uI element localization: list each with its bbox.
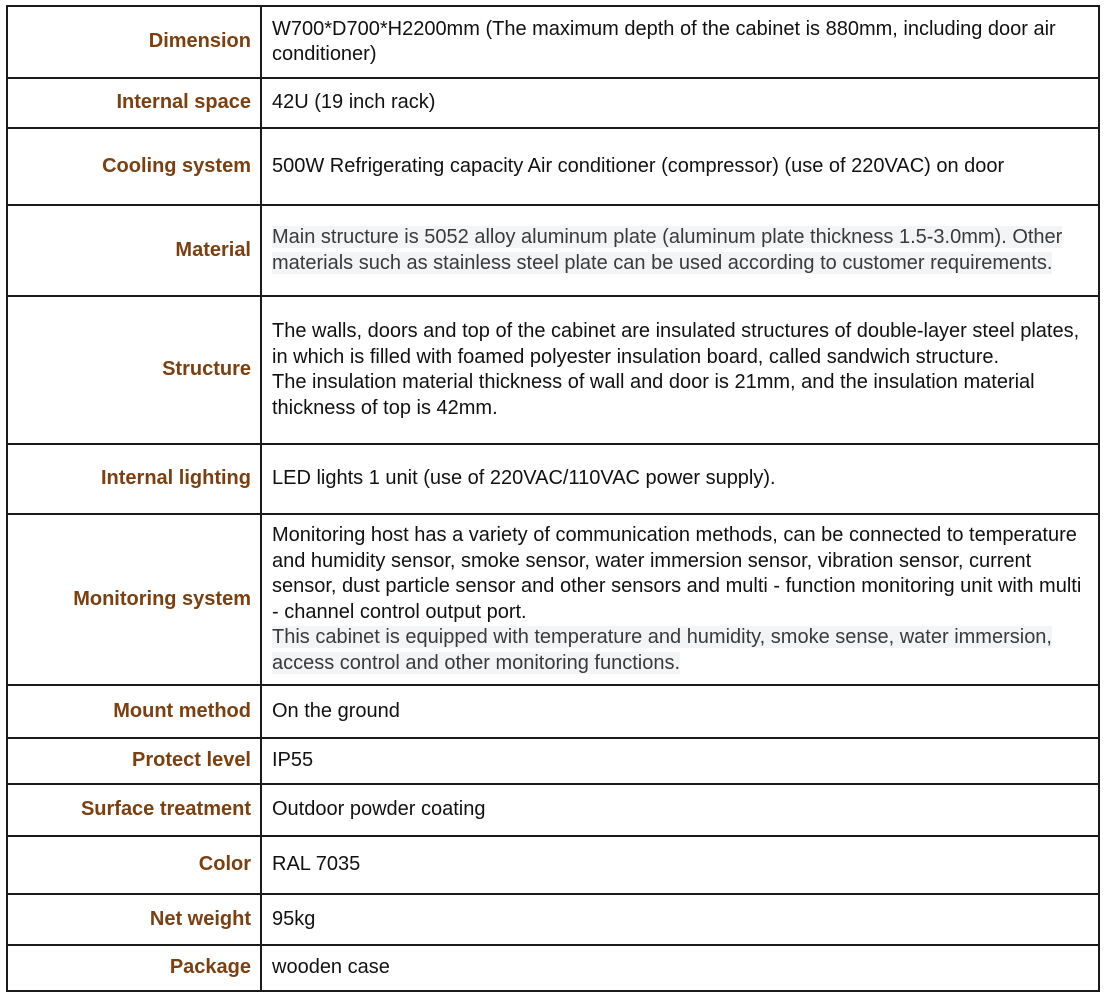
spec-table — [6, 5, 1100, 992]
row-label-dimension: Dimension — [7, 6, 261, 78]
row-value-protect-level: IP55 — [261, 738, 1099, 784]
material-text: Main structure is 5052 alloy aluminum plate (aluminum plate thickness 1.5-3.0mm). Other materials such as stainless steel plate can be used according to customer requirements. — [272, 226, 1063, 274]
row-value-structure — [261, 296, 1099, 444]
row-value-cooling-system: 500W Refrigerating capacity Air conditioner (compressor) (use of 220VAC) on door — [261, 128, 1099, 205]
monitoring-paragraph-1: Monitoring host has a variety of communication methods, can be connected to temperature and humidity sensor, smoke sensor, water immersion sensor, vibration sensor, current sensor, dust particle sensor and other sensors and multi - function monitoring unit with multi - channel control output port. — [272, 524, 1082, 623]
row-label-internal-space: Internal space — [7, 78, 261, 128]
row-value-net-weight: 95kg — [261, 894, 1099, 945]
row-label-protect-level: Protect level — [7, 738, 261, 784]
structure-paragraph-2: The insulation material thickness of wall and door is 21mm, and the insulation material thickness of top is 42mm. — [272, 371, 1035, 419]
table-row — [7, 685, 1099, 738]
row-value-mount-method: On the ground — [261, 685, 1099, 738]
row-value-material — [261, 205, 1099, 296]
table-row — [7, 784, 1099, 836]
table-row — [7, 894, 1099, 945]
structure-paragraph-1: The walls, doors and top of the cabinet are insulated structures of double-layer steel plates, in which is filled with foamed polyester insulation board, called sandwich structure. — [272, 320, 1080, 368]
table-row — [7, 836, 1099, 894]
row-label-surface-treatment: Surface treatment — [7, 784, 261, 836]
row-label-structure: Structure — [7, 296, 261, 444]
row-value-package: wooden case — [261, 945, 1099, 991]
row-label-internal-lighting: Internal lighting — [7, 444, 261, 514]
row-value-color: RAL 7035 — [261, 836, 1099, 894]
table-row — [7, 296, 1099, 444]
row-label-package: Package — [7, 945, 261, 991]
table-row — [7, 78, 1099, 128]
row-value-monitoring-system — [261, 514, 1099, 685]
row-value-internal-space: 42U (19 inch rack) — [261, 78, 1099, 128]
table-row — [7, 945, 1099, 991]
row-value-surface-treatment: Outdoor powder coating — [261, 784, 1099, 836]
table-row — [7, 444, 1099, 514]
row-label-cooling-system: Cooling system — [7, 128, 261, 205]
table-row — [7, 128, 1099, 205]
row-label-color: Color — [7, 836, 261, 894]
row-label-material: Material — [7, 205, 261, 296]
row-value-internal-lighting: LED lights 1 unit (use of 220VAC/110VAC power supply). — [261, 444, 1099, 514]
monitoring-paragraph-2-wrap — [272, 625, 1090, 676]
monitoring-paragraph-2: This cabinet is equipped with temperature and humidity, smoke sense, water immersion, access control and other monitoring functions. — [272, 626, 1052, 674]
row-value-dimension: W700*D700*H2200mm (The maximum depth of the cabinet is 880mm, including door air conditioner) — [261, 6, 1099, 78]
table-row — [7, 738, 1099, 784]
row-label-monitoring-system: Monitoring system — [7, 514, 261, 685]
row-label-net-weight: Net weight — [7, 894, 261, 945]
row-label-mount-method: Mount method — [7, 685, 261, 738]
table-row — [7, 6, 1099, 78]
table-row — [7, 205, 1099, 296]
table-row — [7, 514, 1099, 685]
